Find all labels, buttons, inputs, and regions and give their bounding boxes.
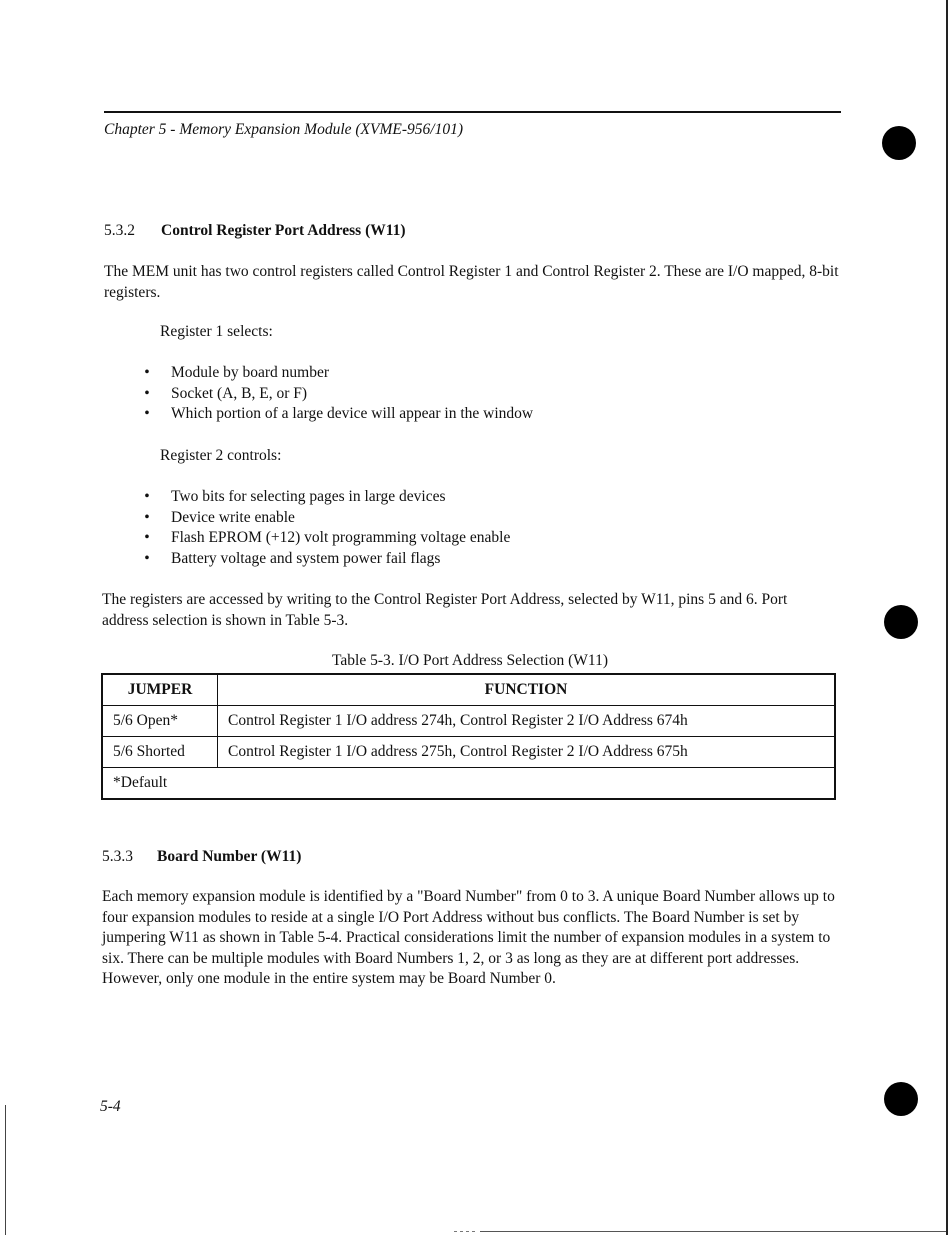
bullet-icon: •	[144, 488, 150, 505]
register2-label: Register 2 controls:	[160, 447, 282, 464]
port-address-table	[101, 673, 836, 800]
bullet-icon: •	[144, 405, 150, 422]
table-header-row	[102, 674, 835, 706]
punch-hole-icon	[882, 126, 916, 160]
table-cell: Control Register 1 I/O address 274h, Control Register 2 I/O Address 674h	[218, 706, 836, 737]
list-item	[141, 528, 510, 549]
table-cell: 5/6 Shorted	[102, 737, 218, 768]
section-heading-5-3-2	[104, 221, 406, 242]
page-edge-line	[946, 0, 948, 1235]
register1-list	[141, 363, 533, 425]
punch-hole-icon	[884, 1082, 918, 1116]
header-rule	[104, 111, 841, 113]
list-item-text: Two bits for selecting pages in large devices	[171, 488, 446, 505]
section-number: 5.3.2	[104, 222, 135, 239]
section-heading-5-3-3	[102, 847, 301, 868]
page-edge-line	[5, 1105, 6, 1235]
table-row	[102, 706, 835, 737]
list-item	[141, 487, 510, 508]
register1-label: Register 1 selects:	[160, 323, 273, 340]
list-item	[141, 384, 533, 405]
list-item	[141, 363, 533, 384]
chapter-title: Chapter 5 - Memory Expansion Module (XVME-956/101)	[104, 121, 464, 138]
table-cell: Control Register 1 I/O address 275h, Control Register 2 I/O Address 675h	[218, 737, 836, 768]
registers-access-paragraph: The registers are accessed by writing to the Control Register Port Address, selected by W11, pins 5 and 6. Port address selection is shown in Table 5-3.	[102, 591, 788, 629]
page-edge-dots	[454, 1231, 476, 1232]
section-title: Board Number (W11)	[157, 848, 302, 865]
list-item-text: Device write enable	[171, 508, 295, 526]
list-item	[141, 549, 510, 570]
intro-paragraph: The MEM unit has two control registers called Control Register 1 and Control Register 2. These are I/O mapped, 8-bit registers.	[104, 263, 839, 301]
bullet-icon: •	[144, 549, 150, 567]
section-title: Control Register Port Address (W11)	[161, 222, 406, 239]
table-cell: 5/6 Open*	[102, 706, 218, 737]
bullet-icon: •	[144, 508, 150, 526]
list-item	[141, 404, 533, 425]
page-edge-line	[480, 1231, 946, 1232]
list-item-text: Which portion of a large device will appear in the window	[171, 405, 534, 422]
bullet-icon: •	[144, 364, 150, 381]
punch-hole-icon	[884, 605, 918, 639]
list-item-text: Flash EPROM (+12) volt programming voltage enable	[171, 529, 511, 546]
register2-list	[141, 487, 510, 569]
table-row	[102, 737, 835, 768]
table-caption: Table 5-3. I/O Port Address Selection (W11)	[332, 652, 608, 669]
table-footnote: *Default	[102, 768, 835, 800]
list-item-text: Socket (A, B, E, or F)	[171, 384, 308, 402]
table-footnote-row	[102, 768, 835, 800]
list-item	[141, 508, 510, 529]
list-item-text: Battery voltage and system power fail flags	[171, 549, 441, 567]
bullet-icon: •	[144, 529, 150, 546]
board-number-paragraph: Each memory expansion module is identified by a "Board Number" from 0 to 3. A unique Board Number allows up to four expansion modules to reside at a single I/O Port Address without bus conflicts. The Board Number is set by jumpering W11 as shown in Table 5-4. Practical considerations limit the number of expansion modules in a system to six. There can be multiple modules with Board Numbers 1, 2, or 3 as long as they are at different port addresses. However, only one module in the entire system may be Board Number 0.	[102, 888, 835, 987]
bullet-icon: •	[144, 384, 150, 402]
page-number: 5-4	[100, 1098, 121, 1115]
column-header-function: FUNCTION	[218, 674, 836, 706]
section-number: 5.3.3	[102, 848, 133, 865]
list-item-text: Module by board number	[171, 364, 329, 381]
column-header-jumper: JUMPER	[102, 674, 218, 706]
